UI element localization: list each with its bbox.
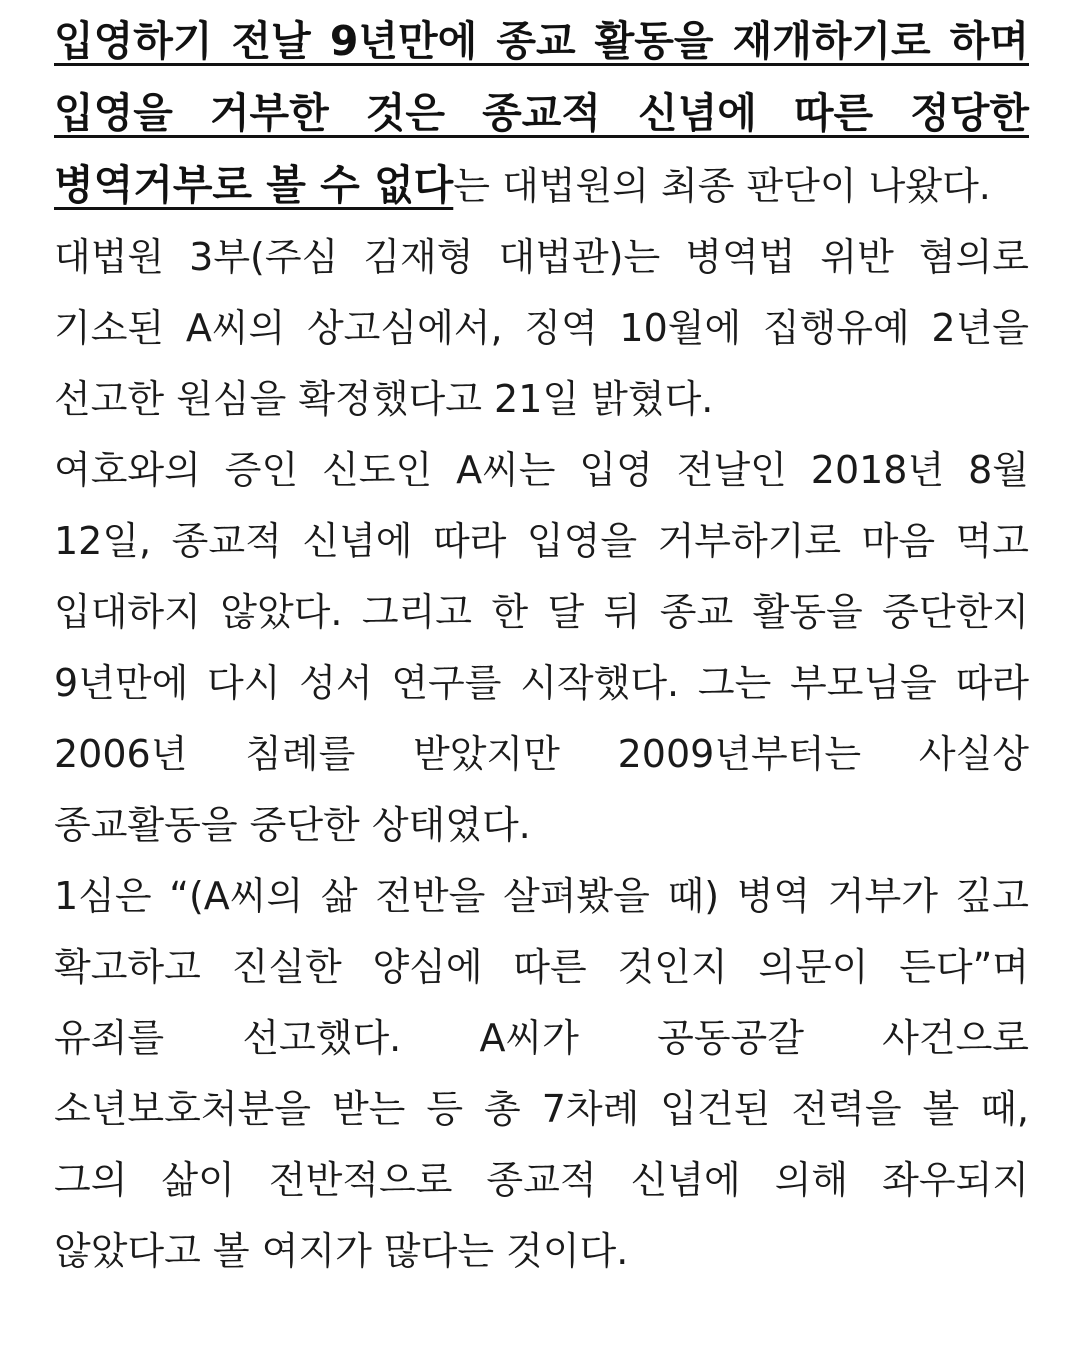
- lead-rest: 는 대법원의 최종 판단이 나왔다.: [453, 164, 991, 208]
- paragraph-3: 1심은 “(A씨의 삶 전반을 살펴봤을 때) 병역 거부가 깊고 확고하고 진실한 양심에 따른 것인지 의문이 든다”며 유죄를 선고했다. A씨가 공동공갈 사건으로 소년보호처분을 받는 등 총 7차례 입건된 전력을 볼 때, 그의 삶이 전반적으로 종교적 신념에 의해 좌우되지 않았다고 볼 여지가 많다는 것이다.: [54, 874, 1029, 1273]
- lead-paragraph: [54, 6, 1029, 222]
- headline-underlined: 입영하기 전날 9년만에 종교 활동을 재개하기로 하며 입영을 거부한 것은 종교적 신념에 따른 정당한 병역거부로 볼 수 없다: [54, 17, 1029, 209]
- article-body: [54, 6, 1029, 1287]
- paragraph-2: 여호와의 증인 신도인 A씨는 입영 전날인 2018년 8월 12일, 종교적 신념에 따라 입영을 거부하기로 마음 먹고 입대하지 않았다. 그리고 한 달 뒤 종교 활동을 중단한지 9년만에 다시 성서 연구를 시작했다. 그는 부모님을 따라 2006년 침례를 받았지만 2009년부터는 사실상 종교활동을 중단한 상태였다.: [54, 448, 1029, 847]
- paragraph-1: 대법원 3부(주심 김재형 대법관)는 병역법 위반 혐의로 기소된 A씨의 상고심에서, 징역 10월에 집행유예 2년을 선고한 원심을 확정했다고 21일 밝혔다.: [54, 235, 1029, 421]
